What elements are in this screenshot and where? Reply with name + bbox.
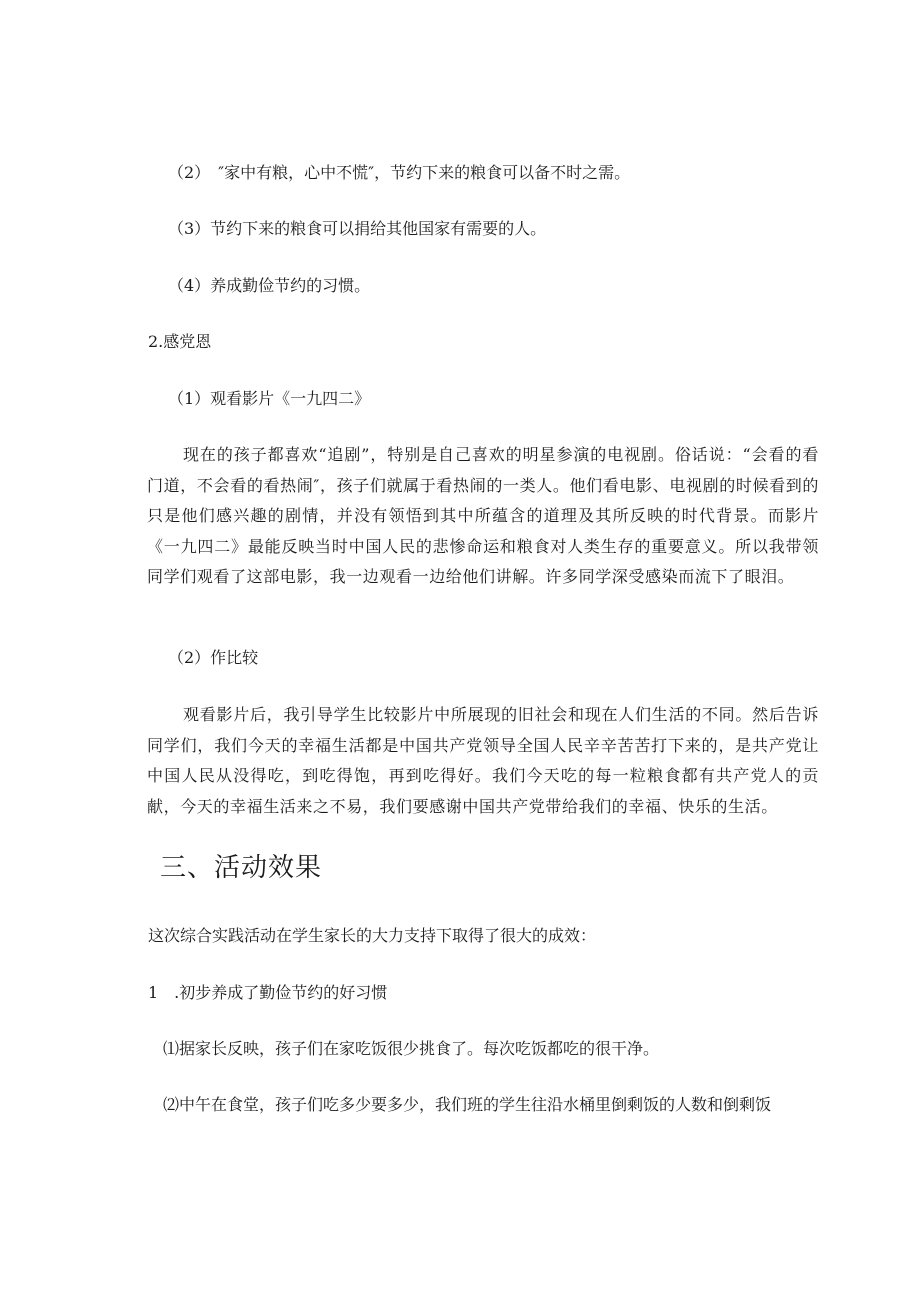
list-item-4: （4）养成勤俭节约的习惯。 [168, 276, 371, 295]
result-subitem-2: ⑵中午在食堂，孩子们吃多少要多少，我们班的学生往沿水桶里倒剩饭的人数和倒剩饭 [163, 1095, 772, 1114]
subsection-compare: （2）作比较 [168, 648, 259, 667]
list-item-2: （2） ″家中有粮，心中不慌″，节约下来的粮食可以备不时之需。 [168, 163, 631, 182]
subsection-watch-film: （1）观看影片《一九四二》 [168, 389, 371, 408]
result-subitem-1: ⑴据家长反映，孩子们在家吃饭很少挑食了。每次吃饭都吃的很干净。 [163, 1039, 660, 1058]
results-intro: 这次综合实践活动在学生家长的大力支持下取得了很大的成效： [148, 926, 597, 945]
paragraph-film: 现在的孩子都喜欢“追剧”，特别是自己喜欢的明星参演的电视剧。俗话说：“会看的看门道，不会看的看热闹″，孩子们就属于看热闹的一类人。他们看电影、电视剧的时候看到的只是他们感兴趣的剧情，并没有领悟到其中所蕴含的道理及其所反映的时代背景。而影片《一九四二》最能反映当时中国人民的悲惨命运和粮食对人类生存的重要意义。所以我带领同学们观看了这部电影，我一边观看一边给他们讲解。许多同学深受感染而流下了眼泪。 [147, 445, 819, 586]
heading-activity-results: 三、活动效果 [160, 853, 323, 883]
result-item-1: 1 .初步养成了勤俭节约的好习惯 [148, 983, 388, 1002]
section-title-gratitude: 2.感党恩 [148, 332, 212, 351]
list-item-3: （3）节约下来的粮食可以捐给其他国家有需要的人。 [168, 219, 547, 238]
paragraph-compare: 观看影片后，我引导学生比较影片中所展现的旧社会和现在人们生活的不同。然后告诉同学们，我们今天的幸福生活都是中国共产党领导全国人民辛辛苦苦打下来的，是共产党让中国人民从没得吃，到吃得饱，再到吃得好。我们今天吃的每一粒粮食都有共产党人的贡献，今天的幸福生活来之不易，我们要感谢中国共产党带给我们的幸福、快乐的生活。 [147, 705, 819, 816]
